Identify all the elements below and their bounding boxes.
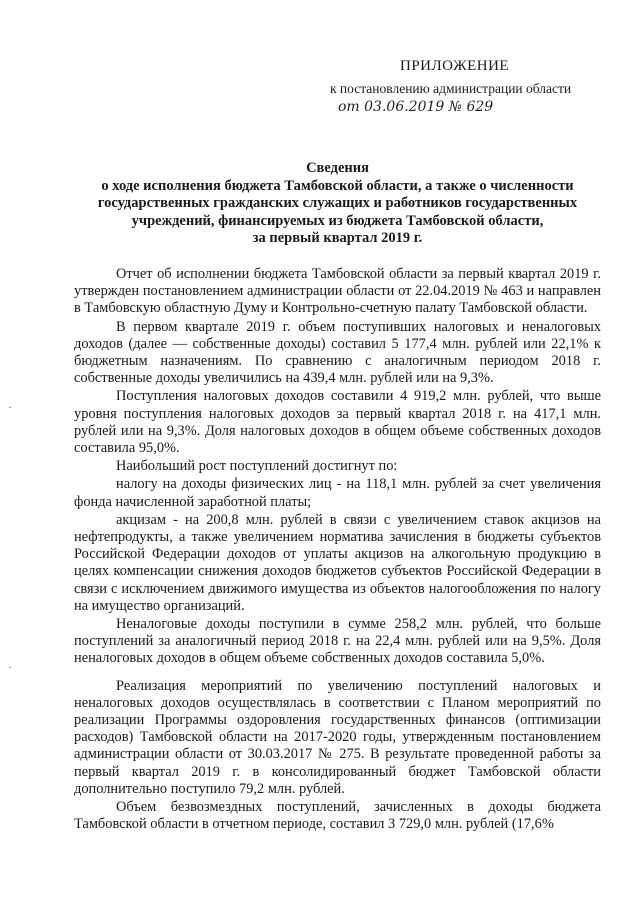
heading-line: учреждений, финансируемых из бюджета Тамбовской области, [131, 212, 544, 229]
heading-line: за первый квартал 2019 г. [252, 230, 423, 246]
paragraph: налогу на доходы физических лиц - на 118,1 млн. рублей за счет увеличения фонда начисленной заработной платы; [74, 476, 601, 510]
heading-line: государственных гражданских служащих и работников государственных [97, 195, 578, 211]
document-body [74, 266, 601, 834]
scan-mark: · [8, 400, 12, 414]
paragraph: В первом квартале 2019 г. объем поступивших налоговых и неналоговых доходов (далее — собственные доходы) составил 5 177,4 млн. рублей или 22,1% к бюджетным назначениям. По сравнению с аналогичным периодом 2018 г. собственные доходы увеличились на 439,4 млн. рублей или на 9,3%. [74, 318, 601, 387]
paragraph: Наибольший рост поступлений достигнут по: [116, 458, 398, 475]
document-heading [60, 160, 615, 248]
paragraph: Отчет об исполнении бюджета Тамбовской области за первый квартал 2019 г. утвержден постановлением администрации области от 22.04.2019 № 463 и направлен в Тамбовскую областную Думу и Контрольно-счетную палату Тамбовской области. [74, 266, 601, 317]
heading-line: Сведения [306, 160, 369, 176]
paragraph: Неналоговые доходы поступили в сумме 258,2 млн. рублей, что больше поступлений за аналогичный период 2018 г. на 22,4 млн. рублей или на 9,5%. Доля неналоговых доходов в общем объеме собственных доходов составила 5,0%. [74, 616, 601, 667]
scan-mark: · [8, 660, 12, 674]
handwritten-date: от 03.06.2019 № 629 [338, 99, 494, 115]
appendix-block [330, 58, 600, 115]
paragraph: акцизам - на 200,8 млн. рублей в связи с увеличением ставок акцизов на нефтепродукты, а также увеличением норматива зачисления в бюджеты субъектов Российской Федерации доходов от уплаты акцизов на алкогольную продукцию в целях компенсации снижения доходов бюджетов субъектов Российской Федерации в связи с исключением движимого имущества из объектов налогообложения по налогу на имущество организаций. [74, 511, 601, 614]
heading-line: о ходе исполнения бюджета Тамбовской области, а также о численности [101, 177, 574, 194]
paragraph: Поступления налоговых доходов составили 4 919,2 млн. рублей, что выше уровня поступления налоговых доходов за первый квартал 2018 г. на 417,1 млн. рублей или на 9,3%. Доля налоговых доходов в общем объеме собственных доходов составила 95,0%. [74, 388, 601, 457]
appendix-subtitle: к постановлению администрации области [330, 81, 572, 96]
appendix-title: ПРИЛОЖЕНИЕ [400, 58, 510, 74]
paragraph: Объем безвозмездных поступлений, зачисленных в доходы бюджета Тамбовской области в отчетном периоде, составил 3 729,0 млн. рублей (17,6% [74, 799, 601, 833]
paragraph: Реализация мероприятий по увеличению поступлений налоговых и неналоговых доходов осуществлялась в соответствии с Планом мероприятий по реализации Программы оздоровления государственных финансов (оптимизации расходов) Тамбовской области на 2017-2020 годы, утвержденным постановлением администрации области от 30.03.2017 № 275. В результате проведенной работы за первый квартал 2019 г. в консолидированный бюджет Тамбовской области дополнительно поступило 79,2 млн. рублей. [74, 677, 601, 797]
